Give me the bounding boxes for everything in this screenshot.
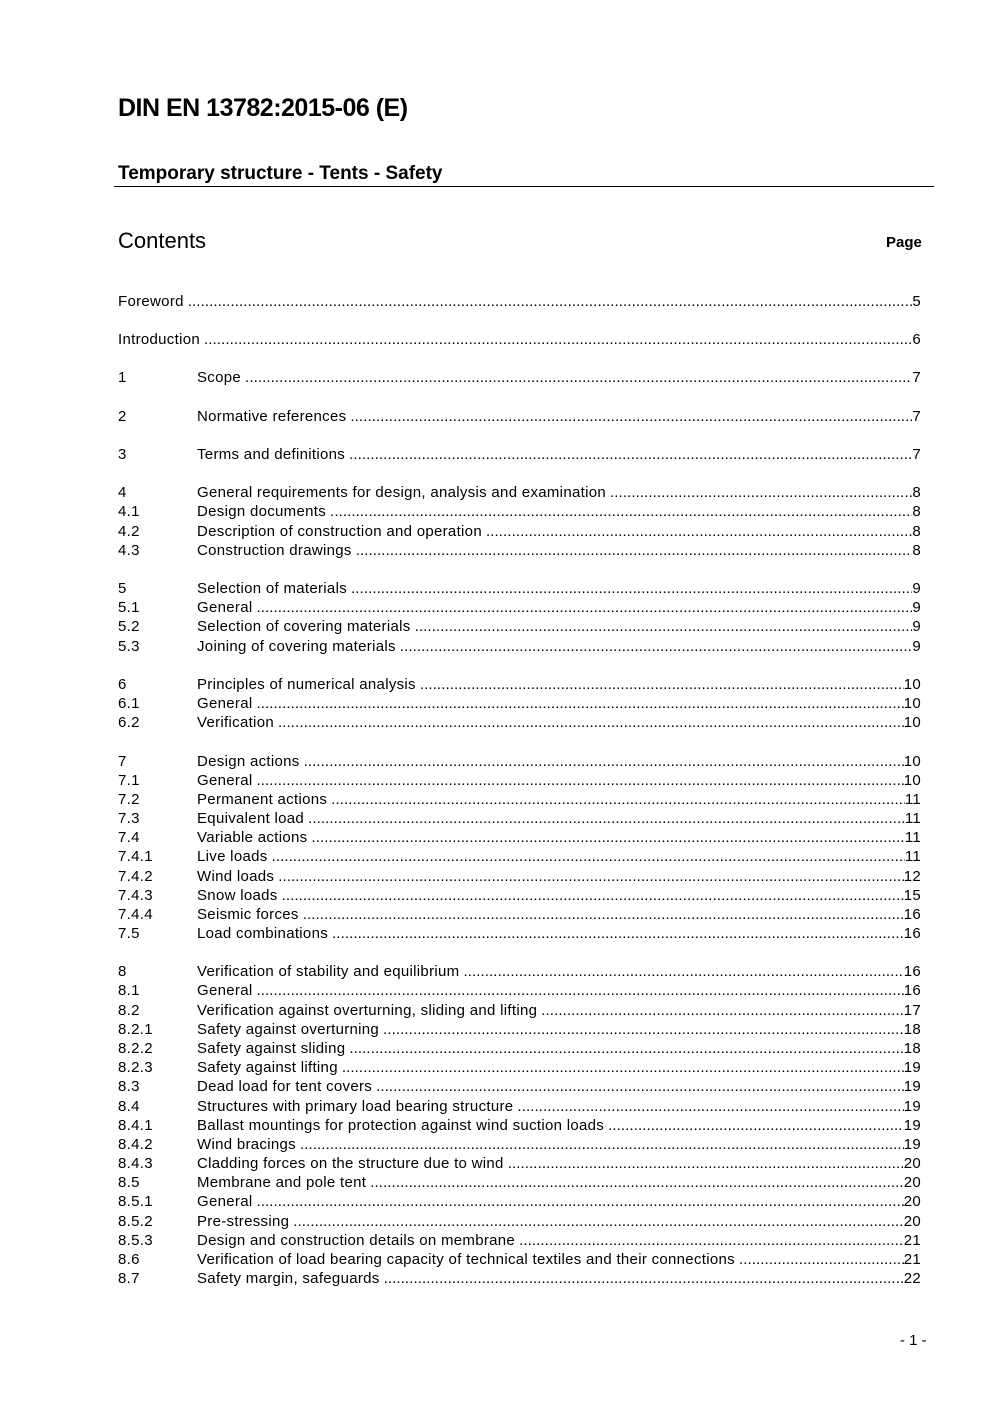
toc-entry-number: 4: [118, 484, 127, 501]
toc-entry[interactable]: [118, 330, 921, 349]
toc-entry-title: General: [197, 982, 253, 999]
dot-leader: [384, 1269, 904, 1288]
dot-leader: [308, 809, 905, 828]
toc-entry-title: Selection of materials: [197, 580, 348, 597]
toc-entry-number: 7.2: [118, 791, 140, 808]
toc-entry-title: Cladding forces on the structure due to wind: [197, 1155, 504, 1172]
toc-entry[interactable]: [118, 483, 921, 502]
toc-entry-number: 7.5: [118, 925, 140, 942]
toc-entry[interactable]: [118, 637, 921, 656]
toc-entry[interactable]: [118, 541, 921, 560]
toc-entry-number: 4.2: [118, 523, 140, 540]
toc-entry[interactable]: [118, 713, 921, 732]
dot-leader: [420, 675, 904, 694]
toc-entry-title: Verification: [197, 714, 274, 731]
dot-leader: [293, 1212, 903, 1231]
dot-leader: [330, 502, 912, 521]
toc-entry-number: 1: [118, 369, 127, 386]
toc-entry-page: 11: [904, 810, 921, 827]
toc-entry-page: 19: [903, 1059, 921, 1076]
toc-entry-title: Design documents: [197, 503, 327, 520]
toc-entry-number: 7.3: [118, 810, 140, 827]
dot-leader: [610, 483, 912, 502]
toc-entry-page: 16: [903, 906, 921, 923]
toc-entry-title: Principles of numerical analysis: [197, 676, 416, 693]
toc-entry[interactable]: [118, 867, 921, 886]
toc-entry-page: 7: [912, 369, 921, 386]
toc-entry-title: General: [197, 695, 253, 712]
toc-entry-number: 7.4.3: [118, 887, 153, 904]
toc-entry-page: 10: [903, 753, 921, 770]
dot-leader: [349, 1039, 903, 1058]
toc-entry-page: 11: [904, 791, 921, 808]
dot-leader: [351, 579, 912, 598]
toc-entry-title: Normative references: [197, 408, 347, 425]
dot-leader: [383, 1020, 904, 1039]
toc-entry-page: 20: [903, 1174, 921, 1191]
toc-entry[interactable]: [118, 1116, 921, 1135]
toc-entry-title: Construction drawings: [197, 542, 352, 559]
toc-entry-number: 8: [118, 963, 127, 980]
toc-entry-number: 7.1: [118, 772, 140, 789]
dot-leader: [508, 1154, 904, 1173]
toc-entry-title: Dead load for tent covers: [197, 1078, 373, 1095]
toc-entry-number: 8.5: [118, 1174, 140, 1191]
toc-entry-number: 8.3: [118, 1078, 140, 1095]
toc-entry-page: 10: [903, 772, 921, 789]
toc-entry[interactable]: [118, 1154, 921, 1173]
toc-entry-title: Wind bracings: [197, 1136, 296, 1153]
toc-entry-number: 8.4: [118, 1098, 140, 1115]
toc-entry-title: Design actions: [197, 753, 300, 770]
toc-entry-title: Safety against lifting: [197, 1059, 338, 1076]
page-column-heading: Page: [886, 234, 922, 251]
toc-entry-number: 6.1: [118, 695, 140, 712]
toc-entry[interactable]: [118, 905, 921, 924]
document-subtitle: Temporary structure - Tents - Safety: [118, 163, 443, 184]
dot-leader: [342, 1058, 904, 1077]
toc-entry[interactable]: [118, 502, 921, 521]
toc-entry-page: 18: [903, 1021, 921, 1038]
dot-leader: [332, 924, 904, 943]
toc-entry[interactable]: [118, 598, 921, 617]
dot-leader: [245, 368, 912, 387]
toc-entry[interactable]: [118, 694, 921, 713]
dot-leader: [541, 1001, 903, 1020]
dot-leader: [739, 1250, 904, 1269]
dot-leader: [486, 522, 912, 541]
toc-entry-number: 6: [118, 676, 127, 693]
dot-leader: [376, 1077, 904, 1096]
toc-entry-page: 21: [903, 1232, 921, 1249]
toc-entry-title: Live loads: [197, 848, 268, 865]
toc-entry-page: 19: [903, 1098, 921, 1115]
dot-leader: [519, 1231, 904, 1250]
toc-entry-number: 4.3: [118, 542, 140, 559]
toc-entry[interactable]: [118, 617, 921, 636]
title-rule: [114, 186, 934, 187]
toc-entry[interactable]: [118, 368, 921, 387]
toc-entry-page: 20: [903, 1193, 921, 1210]
toc-entry[interactable]: [118, 579, 921, 598]
toc-entry[interactable]: [118, 886, 921, 905]
toc-entry-page: 19: [903, 1078, 921, 1095]
toc-entry-page: 11: [904, 848, 921, 865]
toc-entry-page: 17: [903, 1002, 921, 1019]
dot-leader: [331, 790, 905, 809]
toc-entry-page: 9: [912, 618, 921, 635]
toc-entry-title: Introduction: [118, 331, 200, 348]
toc-entry-number: 5: [118, 580, 127, 597]
toc-entry-number: 2: [118, 408, 127, 425]
toc-entry-page: 6: [912, 331, 921, 348]
toc-entry-page: 19: [903, 1117, 921, 1134]
toc-entry[interactable]: [118, 1269, 921, 1288]
toc-entry-title: Terms and definitions: [197, 446, 346, 463]
toc-entry[interactable]: [118, 1192, 921, 1211]
toc-entry[interactable]: [118, 1039, 921, 1058]
toc-entry-title: Scope: [197, 369, 242, 386]
dot-leader: [282, 886, 904, 905]
toc-entry-page: 7: [912, 408, 921, 425]
toc-entry-number: 7.4: [118, 829, 140, 846]
toc-entry-number: 8.2.1: [118, 1021, 153, 1038]
toc-entry-number: 8.7: [118, 1270, 140, 1287]
toc-entry-title: Safety margin, safeguards: [197, 1270, 380, 1287]
toc-entry[interactable]: [118, 809, 921, 828]
dot-leader: [311, 828, 904, 847]
toc-entry-number: 8.4.3: [118, 1155, 153, 1172]
toc-entry-number: 7: [118, 753, 127, 770]
toc-entry-page: 20: [903, 1155, 921, 1172]
page-number: - 1 -: [900, 1332, 927, 1349]
dot-leader: [256, 598, 912, 617]
toc-entry-page: 16: [903, 925, 921, 942]
dot-leader: [350, 407, 912, 426]
contents-heading: Contents: [118, 228, 207, 253]
toc-entry-title: Selection of covering materials: [197, 618, 411, 635]
toc-entry-title: Joining of covering materials: [197, 638, 396, 655]
toc-entry[interactable]: [118, 752, 921, 771]
toc-entry-page: 10: [903, 695, 921, 712]
toc-entry-page: 10: [903, 676, 921, 693]
toc-entry-number: 4.1: [118, 503, 140, 520]
toc-entry-title: Load combinations: [197, 925, 329, 942]
toc-entry[interactable]: [118, 771, 921, 790]
toc-entry-page: 10: [903, 714, 921, 731]
toc-entry[interactable]: [118, 790, 921, 809]
dot-leader: [188, 292, 913, 311]
toc-entry-title: General: [197, 772, 253, 789]
toc-entry-page: 15: [903, 887, 921, 904]
dot-leader: [349, 445, 912, 464]
dot-leader: [415, 617, 913, 636]
toc-entry-number: 8.4.2: [118, 1136, 153, 1153]
toc-entry-title: Structures with primary load bearing structure: [197, 1098, 514, 1115]
toc-entry-page: 7: [912, 446, 921, 463]
toc-entry-page: 16: [903, 982, 921, 999]
toc-entry[interactable]: [118, 1097, 921, 1116]
toc-entry-number: 8.5.1: [118, 1193, 153, 1210]
toc-entry-page: 9: [912, 580, 921, 597]
toc-entry-page: 22: [903, 1270, 921, 1287]
dot-leader: [608, 1116, 904, 1135]
toc-entry-title: Equivalent load: [197, 810, 305, 827]
toc-entry-page: 9: [912, 638, 921, 655]
toc-entry-title: Design and construction details on membrane: [197, 1232, 516, 1249]
toc-entry-page: 11: [904, 829, 921, 846]
dot-leader: [278, 867, 904, 886]
dot-leader: [304, 752, 904, 771]
toc-entry-title: Verification of stability and equilibrium: [197, 963, 460, 980]
toc-entry-number: 6.2: [118, 714, 140, 731]
toc-entry-title: Pre-stressing: [197, 1213, 290, 1230]
toc-entry[interactable]: [118, 1173, 921, 1192]
dot-leader: [256, 771, 903, 790]
toc-entry-number: 5.1: [118, 599, 140, 616]
toc-entry-number: 7.4.1: [118, 848, 153, 865]
toc-entry-title: Safety against overturning: [197, 1021, 380, 1038]
toc-entry-page: 8: [912, 503, 921, 520]
dot-leader: [517, 1097, 903, 1116]
toc-entry-title: Seismic forces: [197, 906, 299, 923]
toc-entry-page: 21: [903, 1251, 921, 1268]
toc-entry-title: Variable actions: [197, 829, 308, 846]
toc-entry-number: 8.1: [118, 982, 140, 999]
toc-entry[interactable]: [118, 981, 921, 1000]
toc-entry[interactable]: [118, 522, 921, 541]
toc-entry[interactable]: [118, 445, 921, 464]
dot-leader: [356, 541, 913, 560]
toc-entry[interactable]: [118, 1231, 921, 1250]
toc-entry-number: 8.2.2: [118, 1040, 153, 1057]
toc-entry-number: 8.5.2: [118, 1213, 153, 1230]
dot-leader: [463, 962, 903, 981]
dot-leader: [278, 713, 904, 732]
toc-entry[interactable]: [118, 1058, 921, 1077]
document-title: DIN EN 13782:2015-06 (E): [118, 94, 408, 122]
toc-entry-number: 5.2: [118, 618, 140, 635]
toc-entry-number: 5.3: [118, 638, 140, 655]
toc-entry-title: Permanent actions: [197, 791, 328, 808]
toc-entry-page: 8: [912, 484, 921, 501]
toc-entry[interactable]: [118, 407, 921, 426]
toc-entry-title: Safety against sliding: [197, 1040, 346, 1057]
toc-entry-page: 9: [912, 599, 921, 616]
toc-entry[interactable]: [118, 1135, 921, 1154]
dot-leader: [256, 694, 903, 713]
dot-leader: [400, 637, 913, 656]
toc-entry-page: 20: [903, 1213, 921, 1230]
toc-entry-number: 8.4.1: [118, 1117, 153, 1134]
toc-entry-title: General: [197, 599, 253, 616]
toc-entry-number: 8.2: [118, 1002, 140, 1019]
toc-entry-number: 8.5.3: [118, 1232, 153, 1249]
dot-leader: [370, 1173, 903, 1192]
toc-entry-title: Membrane and pole tent: [197, 1174, 367, 1191]
toc-entry-title: Description of construction and operation: [197, 523, 482, 540]
toc-entry-page: 12: [903, 868, 921, 885]
dot-leader: [303, 905, 904, 924]
toc-entry[interactable]: [118, 828, 921, 847]
dot-leader: [256, 1192, 903, 1211]
toc-entry-page: 8: [912, 523, 921, 540]
toc-entry[interactable]: [118, 675, 921, 694]
toc-entry-title: Verification of load bearing capacity of technical textiles and their connections: [197, 1251, 735, 1268]
dot-leader: [272, 847, 905, 866]
toc-entry-title: Wind loads: [197, 868, 275, 885]
dot-leader: [300, 1135, 904, 1154]
toc-entry-number: 3: [118, 446, 127, 463]
toc-entry-page: 8: [912, 542, 921, 559]
toc-entry-title: Foreword: [118, 293, 184, 310]
toc-entry[interactable]: [118, 924, 921, 943]
toc-entry-number: 8.6: [118, 1251, 140, 1268]
toc-entry-number: 7.4.2: [118, 868, 153, 885]
toc-entry[interactable]: [118, 1020, 921, 1039]
toc-entry-number: 7.4.4: [118, 906, 153, 923]
dot-leader: [204, 330, 912, 349]
toc-entry[interactable]: [118, 1077, 921, 1096]
toc-entry[interactable]: [118, 847, 921, 866]
toc-entry-title: General: [197, 1193, 253, 1210]
toc-entry[interactable]: [118, 962, 921, 981]
dot-leader: [256, 981, 903, 1000]
toc-entry-number: 8.2.3: [118, 1059, 153, 1076]
toc-entry-page: 16: [903, 963, 921, 980]
toc-entry-page: 5: [912, 293, 921, 310]
toc-entry[interactable]: [118, 292, 921, 311]
toc-entry-title: Verification against overturning, sliding and lifting: [197, 1002, 538, 1019]
toc-entry-title: Snow loads: [197, 887, 278, 904]
toc-entry-title: General requirements for design, analysis and examination: [197, 484, 606, 501]
toc-entry-page: 18: [903, 1040, 921, 1057]
toc-entry[interactable]: [118, 1212, 921, 1231]
toc-entry-page: 19: [903, 1136, 921, 1153]
toc-entry[interactable]: [118, 1250, 921, 1269]
toc-entry-title: Ballast mountings for protection against wind suction loads: [197, 1117, 605, 1134]
toc-entry[interactable]: [118, 1001, 921, 1020]
